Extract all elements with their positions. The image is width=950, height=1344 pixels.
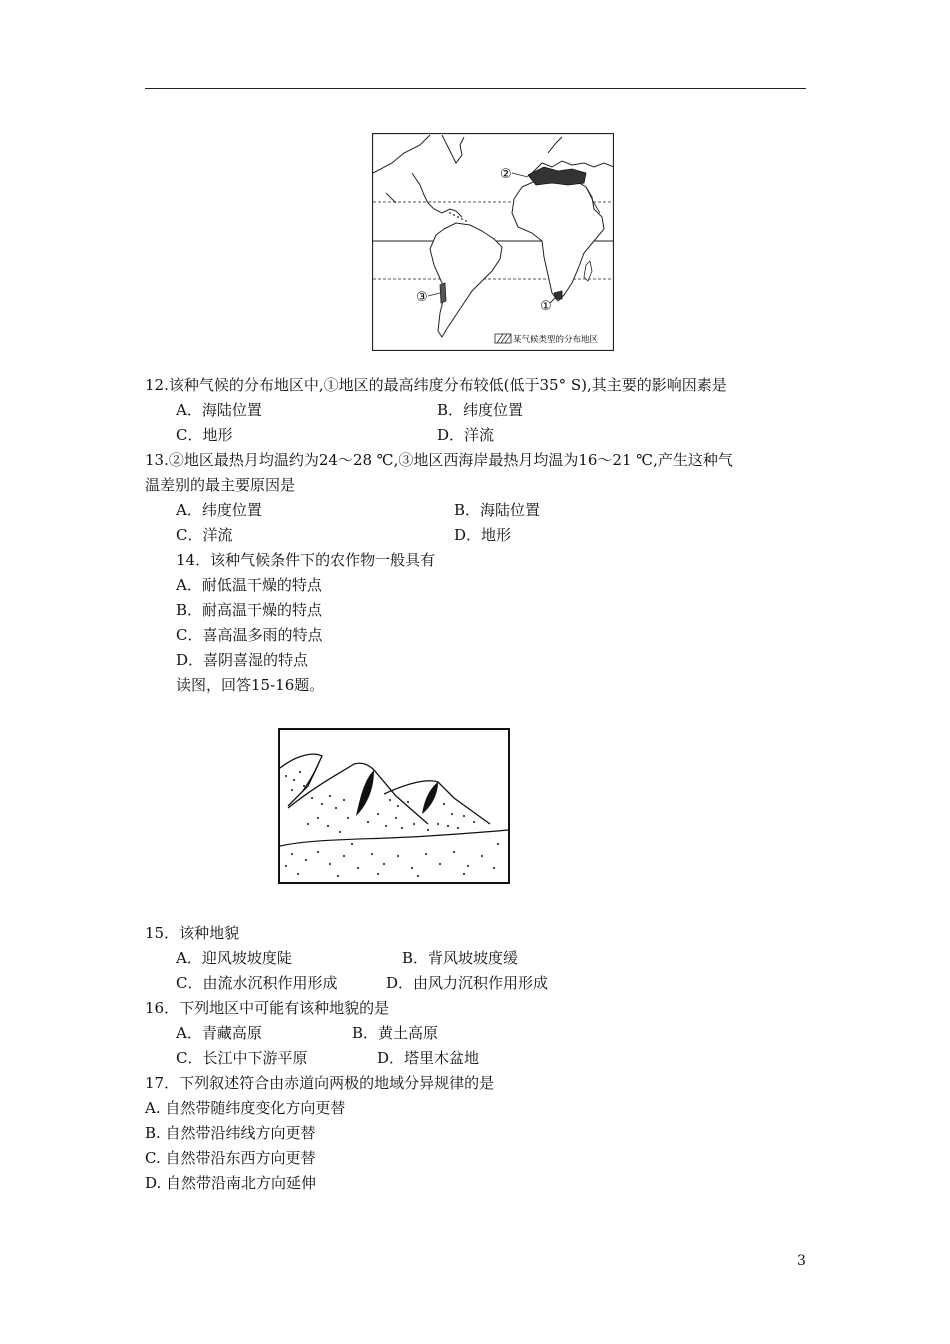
q14-option-a: A．耐低温干燥的特点 [176,576,322,594]
page-number: 3 [797,1253,806,1269]
q15-option-d: D．由风力沉积作用形成 [386,974,549,992]
header-rule [145,88,806,89]
q12-option-d: D．洋流 [437,426,495,444]
q16-option-c: C．长江中下游平原 [176,1049,308,1067]
q12-option-a: A．海陆位置 [176,401,262,419]
map-legend-label: 某气候类型的分布地区 [513,335,599,345]
chile-hatched-region [440,283,446,303]
q17-option-a: A. 自然带随纬度变化方向更替 [145,1099,346,1117]
read-figure-intro: 读图，回答15-16题。 [176,676,325,694]
q12-option-b: B．纬度位置 [437,401,524,419]
q13-stem-line2: 温差别的最主要原因是 [145,476,296,494]
map-legend [495,334,599,345]
sand-dune-figure [278,728,510,884]
climate-distribution-map [372,133,614,351]
q14-option-c: C．喜高温多雨的特点 [176,626,323,644]
q12-option-c: C．地形 [176,426,233,444]
marker-3: ③ [416,290,428,305]
marker-2: ② [500,167,512,182]
q15-option-b: B．背风坡坡度缓 [402,949,519,967]
q17-option-d: D. 自然带沿南北方向延伸 [145,1174,317,1192]
q12-stem: 12.该种气候的分布地区中,①地区的最高纬度分布较低(低于35° S),其主要的影响因素是 [145,376,727,394]
q16-stem: 16．下列地区中可能有该种地貌的是 [145,999,390,1017]
marker-1: ① [540,299,552,314]
q15-option-c: C．由流水沉积作用形成 [176,974,338,992]
q17-option-b: B. 自然带沿纬线方向更替 [145,1124,316,1142]
q14-option-d: D．喜阴喜湿的特点 [176,651,309,669]
q17-stem: 17．下列叙述符合由赤道向两极的地域分异规律的是 [145,1074,495,1092]
q16-option-b: B．黄土高原 [352,1024,439,1042]
q15-stem: 15．该种地貌 [145,924,240,942]
q13-option-c: C．洋流 [176,526,233,544]
q17-option-c: C. 自然带沿东西方向更替 [145,1149,316,1167]
q16-option-d: D．塔里木盆地 [377,1049,480,1067]
q13-option-d: D．地形 [454,526,512,544]
q13-stem-line1: 13.②地区最热月均温约为24～28 ℃,③地区西海岸最热月均温为16～21 ℃,产生这种气 [145,451,733,469]
q16-option-a: A．青藏高原 [176,1024,262,1042]
q15-option-a: A．迎风坡坡度陡 [176,949,292,967]
q14-option-b: B．耐高温干燥的特点 [176,601,323,619]
q13-option-a: A．纬度位置 [176,501,262,519]
q14-stem: 14．该种气候条件下的农作物一般具有 [176,551,436,569]
q13-option-b: B．海陆位置 [454,501,541,519]
